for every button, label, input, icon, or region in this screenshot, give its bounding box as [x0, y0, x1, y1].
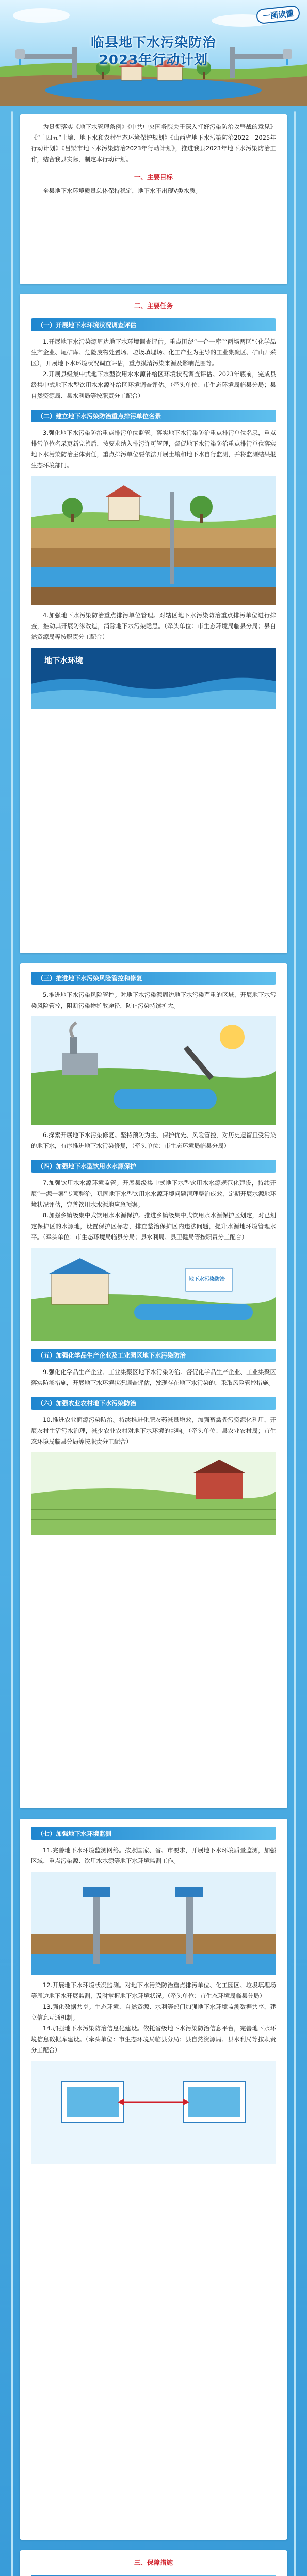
- task-p10: 10.推进农业面源污染防治。持续推进化肥农药减量增效，加强畜禽粪污资源化利用，开展农村生活污水治理，减少农业农村对地下水环境的影响。（牵头单位：县农业农村局；市生态环境局临县分局等按职责分工配合）: [31, 1416, 276, 1445]
- task-bar-4: （四）加强地下水型饮用水水源保护: [31, 1160, 276, 1173]
- left-decor-line: [11, 111, 13, 2576]
- task-p4: 4.加强地下水污染防治重点排污单位管理。对辖区地下水污染防治重点排污单位进行排查，推动其开展防渗改造，消除地下水污染隐患。（牵头单位：市生态环境局临县分局；县自然资源局等按职责分工配合）: [31, 612, 276, 640]
- section3-card: [20, 2550, 287, 2576]
- water-source-illustration: [31, 1248, 276, 1341]
- section2-card-c: [20, 1819, 287, 2540]
- task-p7: 7.加强饮用水水源环境监管。开展县级集中式地下水型饮用水水源规范化建设，持续开展“一源一案”专项整治，巩固地下水型饮用水水源环境问题清理整治成效，定期开展水源地环境状况评估，完善饮用水水源地应急预案。: [31, 1179, 276, 1208]
- task-bar-5: （五）加强化学品生产企业及工业园区地下水污染防治: [31, 1349, 276, 1362]
- page-title-line1: 临县地下水污染防治: [90, 35, 216, 50]
- illus-label-1: 地下水环境: [44, 656, 84, 665]
- section1-text: 全县地下水环境质量总体保持稳定，地下水不出现Ⅴ类水质。: [43, 187, 201, 194]
- section2-card-a: [20, 294, 287, 953]
- task-p13: 13.强化数据共享。生态环境、自然资源、水利等部门加强地下水环境监测数据共享，建立信息互通机制。: [31, 2003, 276, 2021]
- groundwater-label-illustration: [31, 648, 276, 709]
- groundwater-illustration: [31, 476, 276, 605]
- task-p11: 11.完善地下水环境监测网络。按照国家、省、市要求，开展地下水环境质量监测，加强区域、重点污染源、饮用水水源等地下水环境监测工作。: [31, 1846, 276, 1865]
- intro-paragraph: 为贯彻落实《地下水管理条例》《中共中央国务院关于深入打好污染防治攻坚战的意见》《“十四五”土壤、地下水和农村生态环境保护规划》《山西省地下水污染防治2022—2025年行动计划》《吕梁市地下水污染防治2023年行动计划》，推进我县2023年地下水污染防治工作，结合我县实际，制定本行动计划。: [31, 123, 276, 163]
- task-p5: 5.推进地下水污染风险管控。对地下水污染源周边地下水污染严重的区域，开展地下水污染风险管控，阻断污染物扩散途径，防止污染持续扩大。: [31, 991, 276, 1009]
- section2-heading: 二、主要任务: [134, 302, 173, 310]
- task-bar-1: （一）开展地下水环境状况调查评估: [31, 318, 276, 331]
- right-decor-line: [294, 111, 296, 2576]
- task-p8: 8.加强乡镇级集中式饮用水水源保护。推进乡镇级集中式饮用水水源保护区划定，对已划定保护区的水源地，设置保护区标志，排查整治保护区内违法问题，提升水源地环境管理水平。（牵头单位：市生态环境局临县分局；县水利局、县卫健局等按职责分工配合）: [31, 1212, 276, 1241]
- task-p9: 9.强化化学品生产企业、工业集聚区地下水污染防治。督促化学品生产企业、工业集聚区落实防渗措施，开展地下水环境状况调查评估，发现存在地下水污染的，采取风险管控措施。: [31, 1368, 276, 1386]
- farm-illustration: [31, 1452, 276, 1535]
- task-p14: 14.加强地下水污染防治信息化建设。依托省级地下水污染防治信息平台，完善地下水环境信息数据库建设。（牵头单位：市生态环境局临县分局；县自然资源局、县水利局等按职责分工配合）: [31, 2025, 276, 2054]
- task-bar-6: （六）加强农业农村地下水污染防治: [31, 1397, 276, 1410]
- illus-label-2: 地下水污染防治: [189, 1277, 225, 1282]
- page-title-line2: 2023年行动计划: [99, 53, 208, 68]
- data-sharing-illustration: [31, 2061, 276, 2164]
- task-p2: 2.开展县级集中式地下水型饮用水水源补给区环境状况调查评估。2023年底前，完成县级集中式地下水型饮用水水源补给区环境调查评估。（牵头单位：市生态环境局临县分局；县自然资源局、县水利局等按职责分工配合）: [31, 370, 276, 399]
- task-bar-3: （三）推进地下水污染风险管控和修复: [31, 972, 276, 985]
- task-p12: 12.开展地下水环境状况监测。对地下水污染防治重点排污单位、化工园区、垃圾填埋场等周边地下水开展监测，及时掌握地下水环境状况。（牵头单位：市生态环境局临县分局）: [31, 1981, 276, 1999]
- tag-badge: 一图读懂: [256, 5, 301, 25]
- section3-heading: 三、保障措施: [134, 2558, 173, 2566]
- task-bar-2: （二）建立地下水污染防治重点排污单位名录: [31, 410, 276, 422]
- task-p1: 1.开展地下水污染源周边地下水环境调查评估。重点围绕“一企一库”“两场两区”（化学品生产企业、尾矿库、危险废物处置场、垃圾填埋场、化工产业为主导的工业集聚区、矿山开采区），开展地下水环境状况调查评估，重点摸清污染来源及影响范围等。: [31, 338, 276, 367]
- section2-card-b: [20, 963, 287, 1808]
- section1-heading: 一、主要目标: [134, 173, 173, 181]
- task-p6: 6.探索开展地下水污染修复。坚持预防为主、保护优先、风险管控，对历史遗留且受污染的地下水，有序推进地下水污染修复，（牵头单位：市生态环境局临县分局）: [31, 1131, 276, 1149]
- intro-card: [20, 114, 287, 284]
- header-banner: [0, 0, 307, 106]
- task-bar-7: （七）加强地下水环境监测: [31, 1827, 276, 1840]
- pollution-illustration: [31, 1016, 276, 1125]
- task-p3: 3.强化地下水污染防治重点排污单位监管。落实地下水污染防治重点排污单位名录，重点排污单位名录更新完善后，按要求纳入排污许可管理，督促地下水污染防治重点排污单位落实地下水污染防治主体责任，重点排污单位要依法开展土壤和地下水自行监测，并将监测结果报生态环境部门。: [31, 429, 276, 469]
- monitoring-illustration: [31, 1872, 276, 1975]
